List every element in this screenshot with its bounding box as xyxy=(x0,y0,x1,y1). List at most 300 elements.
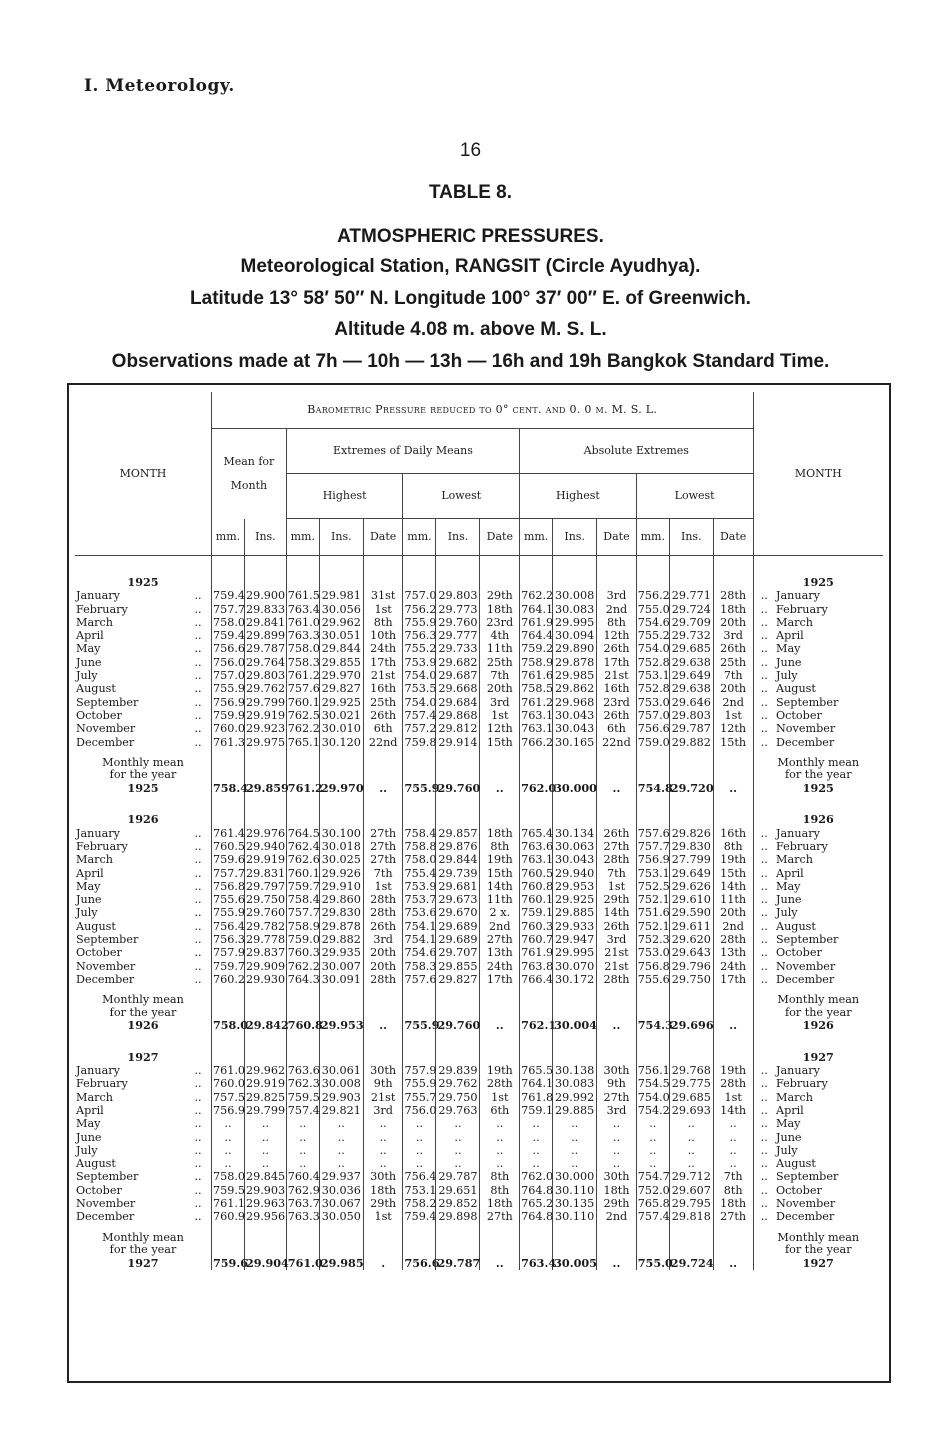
month-name: January xyxy=(76,589,120,603)
leader-dots: .. xyxy=(753,1210,775,1223)
month-name-right: February xyxy=(776,839,828,853)
spacer-cell xyxy=(403,809,436,826)
value-cell: 30.043 xyxy=(553,722,597,735)
value-cell: 14th xyxy=(713,880,753,893)
table-row xyxy=(75,736,883,749)
table-row xyxy=(75,1077,883,1090)
spacer-cell xyxy=(363,572,403,589)
leader-dots: .. xyxy=(753,629,775,642)
value-cell: 29.981 xyxy=(319,589,363,602)
value-cell: 755.6 xyxy=(637,972,670,986)
leader-dots: .. xyxy=(753,920,775,933)
month-name: July xyxy=(76,906,98,920)
value-cell: 29.970 xyxy=(319,669,363,682)
value-cell: 15th xyxy=(480,867,520,880)
value-cell: 14th xyxy=(713,1104,753,1117)
value-cell: 758.2 xyxy=(404,1196,437,1210)
table-row xyxy=(75,973,883,986)
value-cell: 30th xyxy=(597,1170,637,1183)
value-cell: .. xyxy=(319,1157,363,1170)
value-cell: 16th xyxy=(713,827,753,840)
mean-value: 755.0 xyxy=(636,1224,669,1271)
value-cell: .. xyxy=(480,1131,520,1144)
value-cell: 756.4 xyxy=(212,919,245,933)
value-cell: 30.008 xyxy=(319,1077,363,1090)
mean-value: 754.3 xyxy=(636,986,669,1033)
value-cell: 27.799 xyxy=(669,853,713,866)
value-cell: 29.926 xyxy=(319,867,363,880)
spacer-cell xyxy=(211,809,244,826)
value-cell: 765.8 xyxy=(637,1196,670,1210)
mean-value: .. xyxy=(597,749,637,796)
value-cell: 27th xyxy=(363,827,403,840)
month-name: October xyxy=(76,708,122,722)
table-row xyxy=(75,656,883,669)
value-cell: 755.7 xyxy=(404,1090,437,1104)
value-cell: 752.0 xyxy=(637,1183,670,1197)
value-cell: 757.6 xyxy=(404,972,437,986)
month-name: September xyxy=(76,695,139,709)
spacer-cell xyxy=(520,795,553,809)
month-name-right: April xyxy=(776,1103,804,1117)
value-cell: 760.1 xyxy=(287,695,320,709)
month-name: April xyxy=(76,629,104,643)
value-cell: 764.1 xyxy=(521,602,554,616)
value-cell: 3rd xyxy=(363,933,403,946)
value-cell: 755.9 xyxy=(404,1077,437,1091)
mean-label-year: 1927 xyxy=(802,1255,834,1270)
value-cell: 29.862 xyxy=(553,682,597,695)
unit-mm: mm. xyxy=(520,519,553,556)
table-row xyxy=(75,827,883,840)
value-cell: 765.1 xyxy=(287,735,320,749)
value-cell: 29.782 xyxy=(245,919,286,933)
value-cell: 11th xyxy=(480,642,520,655)
value-cell: 1st xyxy=(713,709,753,722)
value-cell: 763.4 xyxy=(287,602,320,616)
coordinates-line: Latitude 13° 58′ 50″ N. Longitude 100° 37′ 00″ E. of Greenwich. xyxy=(190,288,751,309)
mean-label-right xyxy=(753,749,883,796)
value-cell: 2nd xyxy=(597,603,637,616)
mean-for-label: Mean for xyxy=(223,454,275,468)
value-cell: 29.909 xyxy=(245,959,286,973)
year-label-right: 1926 xyxy=(753,809,883,826)
value-cell: 21st xyxy=(363,1091,403,1104)
table-row xyxy=(75,880,883,893)
value-cell: 17th xyxy=(480,973,520,986)
value-cell: 7th xyxy=(363,867,403,880)
value-cell: 30.172 xyxy=(553,973,597,986)
spacer-cell xyxy=(436,1047,480,1064)
spacer-cell xyxy=(319,556,363,573)
spacer-cell xyxy=(244,1033,286,1047)
value-cell: 26th xyxy=(597,642,637,655)
value-cell: 760.3 xyxy=(287,946,320,960)
value-cell: 30.083 xyxy=(553,603,597,616)
value-cell: 29.919 xyxy=(245,1077,286,1091)
mean-label-year: 1925 xyxy=(802,780,834,795)
value-cell: 29.733 xyxy=(436,642,480,655)
value-cell: 27th xyxy=(713,1210,753,1223)
value-cell: 30th xyxy=(363,1170,403,1183)
value-cell: 29.651 xyxy=(436,1184,480,1197)
spacer-cell xyxy=(636,809,669,826)
mean-value: .. xyxy=(713,1224,753,1271)
mean-value: 762.0 xyxy=(520,749,553,796)
month-name: April xyxy=(76,1103,104,1117)
leader-dots: .. xyxy=(753,1144,775,1157)
spacer-cell xyxy=(363,795,403,809)
value-cell: 29.962 xyxy=(245,1064,286,1078)
value-cell: 29.739 xyxy=(436,867,480,880)
value-cell: 29.910 xyxy=(319,880,363,893)
value-cell: 29.764 xyxy=(245,655,286,669)
table-row xyxy=(75,840,883,853)
value-cell: .. xyxy=(669,1157,713,1170)
value-cell: 12th xyxy=(713,722,753,735)
extremes-daily-header: Extremes of Daily Means xyxy=(286,429,519,474)
value-cell: .. xyxy=(520,1157,553,1170)
value-cell: 29.925 xyxy=(553,893,597,906)
value-cell: 29.643 xyxy=(669,946,713,959)
month-name-right: August xyxy=(776,919,816,933)
year-row xyxy=(75,1047,883,1064)
value-cell: 759.8 xyxy=(404,735,437,749)
leader-dots: .. xyxy=(753,1157,775,1170)
value-cell: .. xyxy=(636,1157,669,1170)
value-cell: 19th xyxy=(713,1064,753,1077)
value-cell: 29th xyxy=(597,1197,637,1210)
value-cell: 29.649 xyxy=(669,867,713,880)
value-cell: .. xyxy=(403,1117,436,1130)
value-cell: 752.8 xyxy=(637,655,670,669)
value-cell: 24th xyxy=(363,642,403,655)
value-cell: 763.7 xyxy=(287,1196,320,1210)
spacer-cell xyxy=(753,556,775,573)
value-cell: 29.868 xyxy=(436,709,480,722)
value-cell: .. xyxy=(480,1157,520,1170)
value-cell: .. xyxy=(553,1144,597,1157)
value-cell: 29.707 xyxy=(436,946,480,959)
month-name: September xyxy=(76,1170,139,1184)
value-cell: 29.930 xyxy=(245,972,286,986)
value-cell: 1st xyxy=(363,880,403,893)
spacer-cell xyxy=(669,809,713,826)
leader-dots: .. xyxy=(753,669,775,682)
leader-dots: .. xyxy=(753,1091,775,1104)
spacer-cell xyxy=(403,1047,436,1064)
spacer-cell xyxy=(363,556,403,573)
value-cell: .. xyxy=(363,1144,403,1157)
table-number: TABLE 8. xyxy=(428,182,513,203)
leader-dots: .. xyxy=(194,1090,202,1104)
spacer-cell xyxy=(636,556,669,573)
unit-mm: mm. xyxy=(286,519,319,556)
spacer-cell xyxy=(75,556,185,573)
value-cell: 3rd xyxy=(597,933,637,946)
value-cell: 29.899 xyxy=(245,629,286,643)
value-cell: 28th xyxy=(713,1077,753,1090)
spacer-cell xyxy=(669,572,713,589)
value-cell: 31st xyxy=(363,589,403,602)
value-cell: 16th xyxy=(363,682,403,695)
month-header-right: MONTH xyxy=(753,429,883,519)
leader-dots: .. xyxy=(753,880,775,893)
spacer-cell xyxy=(363,1033,403,1047)
value-cell: .. xyxy=(286,1131,319,1144)
value-cell: 1st xyxy=(713,1091,753,1104)
spacer-cell xyxy=(286,1033,319,1047)
value-cell: 29.839 xyxy=(436,1064,480,1077)
value-cell: 755.2 xyxy=(637,629,670,643)
daily-highest-header: Highest xyxy=(286,474,403,519)
value-cell: 26th xyxy=(363,709,403,722)
mean-label-line1: Monthly mean xyxy=(102,755,184,769)
value-cell: 757.7 xyxy=(637,839,670,853)
value-cell: 14th xyxy=(480,880,520,893)
value-cell: 764.3 xyxy=(287,972,320,986)
leader-dots: .. xyxy=(194,1117,202,1131)
value-cell: 25th xyxy=(480,656,520,669)
leader-dots: .. xyxy=(753,589,775,602)
value-cell: 754.0 xyxy=(637,1090,670,1104)
value-cell: 22nd xyxy=(363,736,403,749)
value-cell: 2nd xyxy=(713,696,753,709)
mean-label-year: 1926 xyxy=(802,1018,834,1033)
value-cell: .. xyxy=(436,1144,480,1157)
leader-dots: .. xyxy=(753,656,775,669)
value-cell: 757.0 xyxy=(404,589,437,603)
value-cell: 28th xyxy=(480,1077,520,1090)
value-cell: 29.611 xyxy=(669,920,713,933)
top-header: Barometric Pressure reduced to 0° cent. and 0. 0 m. M. S. L. xyxy=(211,392,753,429)
value-cell: 758.8 xyxy=(404,839,437,853)
spacer-cell xyxy=(597,556,637,573)
spacer-cell xyxy=(597,572,637,589)
table-row xyxy=(75,1117,883,1130)
leader-dots: .. xyxy=(194,1130,202,1144)
month-name-right: May xyxy=(776,879,801,893)
spacer-cell xyxy=(713,1047,753,1064)
table-row xyxy=(75,1104,883,1117)
value-cell: 757.7 xyxy=(212,866,245,880)
leader-dots: .. xyxy=(194,972,202,986)
value-cell: 19th xyxy=(713,853,753,866)
month-name: August xyxy=(76,1157,116,1171)
spacer-cell xyxy=(753,1033,775,1047)
value-cell: 758.9 xyxy=(521,655,554,669)
value-cell: 29.777 xyxy=(436,629,480,642)
leader-dots: .. xyxy=(194,959,202,973)
value-cell: 764.8 xyxy=(521,1183,554,1197)
value-cell: 29.773 xyxy=(436,603,480,616)
leader-dots: .. xyxy=(194,655,202,669)
spacer-cell xyxy=(597,795,637,809)
value-cell: 2nd xyxy=(713,920,753,933)
month-name-right: February xyxy=(776,1077,828,1091)
value-cell: 760.7 xyxy=(521,933,554,947)
value-cell: .. xyxy=(669,1131,713,1144)
value-cell: 757.6 xyxy=(637,826,670,840)
value-cell: 753.9 xyxy=(404,879,437,893)
value-cell: 755.4 xyxy=(404,866,437,880)
table-row xyxy=(75,1197,883,1210)
leader-dots: .. xyxy=(194,589,202,603)
spacer-cell xyxy=(636,1033,669,1047)
value-cell: 3rd xyxy=(597,589,637,602)
value-cell: 756.8 xyxy=(637,959,670,973)
value-cell: .. xyxy=(244,1144,286,1157)
value-cell: 754.7 xyxy=(637,1170,670,1184)
leader-dots: .. xyxy=(194,839,202,853)
mean-value: 29.985 xyxy=(319,1224,363,1271)
mean-label-line2: for the year xyxy=(784,1005,852,1019)
month-name: February xyxy=(76,602,128,616)
leader-dots: .. xyxy=(753,682,775,695)
value-cell: 758.0 xyxy=(404,853,437,867)
value-cell: .. xyxy=(211,1131,244,1144)
value-cell: 765.4 xyxy=(521,826,554,840)
value-cell: 18th xyxy=(713,1197,753,1210)
value-cell: 1st xyxy=(363,1210,403,1223)
value-cell: 29.724 xyxy=(669,603,713,616)
table-row xyxy=(75,906,883,919)
mean-value: 30.004 xyxy=(553,986,597,1033)
value-cell: 29.919 xyxy=(245,853,286,867)
value-cell: 29.775 xyxy=(669,1077,713,1090)
value-cell: .. xyxy=(244,1117,286,1130)
month-name-right: August xyxy=(776,682,816,696)
value-cell: 759.6 xyxy=(212,853,245,867)
value-cell: 26th xyxy=(363,920,403,933)
value-cell: 759.1 xyxy=(521,1103,554,1117)
value-cell: 30th xyxy=(363,1064,403,1077)
value-cell: 29.903 xyxy=(319,1091,363,1104)
value-cell: 29.763 xyxy=(436,1104,480,1117)
table-row xyxy=(75,629,883,642)
leader-dots: .. xyxy=(753,933,775,946)
month-name: July xyxy=(76,669,98,683)
value-cell: 29.992 xyxy=(553,1091,597,1104)
value-cell: .. xyxy=(713,1117,753,1130)
value-cell: 758.3 xyxy=(287,655,320,669)
value-cell: 24th xyxy=(713,960,753,973)
year-label: 1925 xyxy=(127,575,159,589)
value-cell: 29.693 xyxy=(669,1104,713,1117)
value-cell: 29.689 xyxy=(436,920,480,933)
value-cell: 762.2 xyxy=(521,589,554,603)
value-cell: 29.649 xyxy=(669,669,713,682)
month-name: June xyxy=(76,893,102,907)
leader-dots: .. xyxy=(194,946,202,960)
value-cell: 18th xyxy=(597,1184,637,1197)
month-name: March xyxy=(76,1090,113,1104)
year-label-right: 1925 xyxy=(753,572,883,589)
value-cell: 8th xyxy=(480,1170,520,1183)
spacer-cell xyxy=(185,1033,211,1047)
value-cell: 27th xyxy=(597,840,637,853)
spacer-cell xyxy=(244,1047,286,1064)
mean-label xyxy=(75,749,211,796)
value-cell: 756.1 xyxy=(637,1064,670,1078)
value-cell: 17th xyxy=(597,656,637,669)
value-cell: 23rd xyxy=(480,616,520,629)
value-cell: 29.607 xyxy=(669,1184,713,1197)
year-row xyxy=(75,809,883,826)
leader-dots: .. xyxy=(194,853,202,867)
spacer-cell xyxy=(480,809,520,826)
value-cell: 29.821 xyxy=(319,1104,363,1117)
month-name-right: January xyxy=(776,1064,820,1078)
value-cell: 27th xyxy=(597,1091,637,1104)
mean-value: 29.953 xyxy=(319,986,363,1033)
value-cell: 29.620 xyxy=(669,933,713,946)
spacer-cell xyxy=(669,1033,713,1047)
value-cell: 7th xyxy=(480,669,520,682)
month-name-right: July xyxy=(776,1143,798,1157)
spacer-cell xyxy=(244,795,286,809)
value-cell: 760.1 xyxy=(287,866,320,880)
value-cell: 26th xyxy=(713,642,753,655)
spacer-cell xyxy=(185,795,211,809)
month-name: October xyxy=(76,946,122,960)
value-cell: 29.610 xyxy=(669,893,713,906)
value-cell: .. xyxy=(597,1144,637,1157)
value-cell: 29.771 xyxy=(669,589,713,602)
value-cell: .. xyxy=(436,1157,480,1170)
value-cell: 29.803 xyxy=(669,709,713,722)
leader-dots: .. xyxy=(753,906,775,919)
value-cell: 30.056 xyxy=(319,603,363,616)
value-cell: 765.5 xyxy=(521,1064,554,1078)
mean-value: 29.760 xyxy=(436,986,480,1033)
value-cell: 758.4 xyxy=(404,826,437,840)
spacer-cell xyxy=(553,572,597,589)
mean-value: 29.724 xyxy=(669,1224,713,1271)
value-cell: 757.7 xyxy=(212,602,245,616)
value-cell: 752.5 xyxy=(637,879,670,893)
table-row xyxy=(75,696,883,709)
value-cell: 23rd xyxy=(597,696,637,709)
value-cell: .. xyxy=(244,1131,286,1144)
value-cell: 6th xyxy=(597,722,637,735)
value-cell: .. xyxy=(520,1131,553,1144)
value-cell: 24th xyxy=(480,960,520,973)
spacer-cell xyxy=(319,795,363,809)
section-heading: I. Meteorology. xyxy=(84,76,235,96)
abs-lowest-header: Lowest xyxy=(636,474,753,519)
spacer-cell xyxy=(211,556,244,573)
value-cell: 12th xyxy=(480,722,520,735)
table-row xyxy=(75,642,883,655)
value-cell: 756.9 xyxy=(637,853,670,867)
value-cell: 29.844 xyxy=(436,853,480,866)
leader-dots: .. xyxy=(194,682,202,696)
value-cell: 29.689 xyxy=(436,933,480,946)
value-cell: 760.9 xyxy=(212,1210,245,1224)
mean-label-line1: Monthly mean xyxy=(777,755,860,769)
value-cell: 29.638 xyxy=(669,656,713,669)
value-cell: 29.796 xyxy=(669,960,713,973)
value-cell: 29.827 xyxy=(319,682,363,695)
leader-dots: .. xyxy=(194,1077,202,1091)
value-cell: 30.008 xyxy=(553,589,597,602)
value-cell: 29.750 xyxy=(669,973,713,986)
value-cell: 29.885 xyxy=(553,906,597,919)
station-line: Meteorological Station, RANGSIT (Circle Ayudhya). xyxy=(240,256,701,277)
spacer-cell xyxy=(319,809,363,826)
value-cell: 29.940 xyxy=(245,839,286,853)
